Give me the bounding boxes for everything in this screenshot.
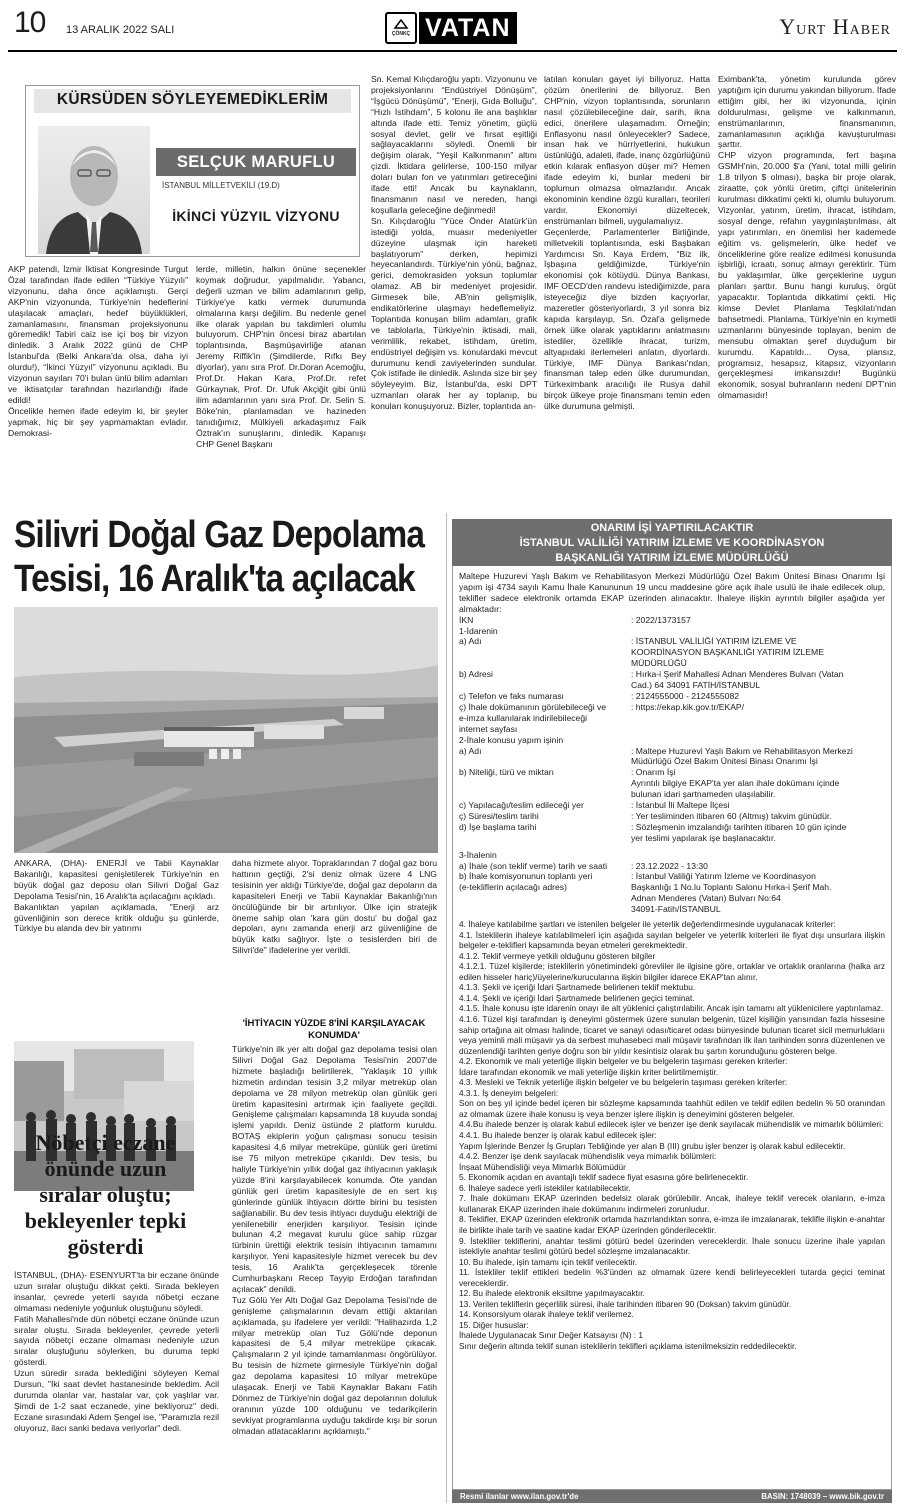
author-name: SELÇUK MARUFLU — [156, 148, 356, 176]
section-word-2: ABER — [849, 23, 891, 38]
gas-story-text-1: ANKARA, (DHA)- ENERJİ ve Tabii Kaynaklar Bakanlığı, kapasitesi genişletilerek Türkiye'nin en büyük doğal gaz deposu olan Silivri Doğal Gaz Depolama Tesisi'nin, 16 Aralık'ta açılacağını açıkladı. Bakanlıktan yapılan açıklamada, "Enerji arz güvenliğinin son derece kritik olduğu şu günlerde, Türkiye bu alanda dev bir yatırımı — [14, 858, 219, 934]
ad-info-key: a) Adı — [459, 636, 482, 647]
pharmacy-story-headline: Nöbetçi eczane önünde uzun sıralar oluştu; bekleyenler tepki gösterdi — [24, 1130, 187, 1259]
ad-info-row — [459, 735, 885, 746]
emblem-text: ÇÖNKÇ — [391, 31, 411, 37]
ad-conditions: 4. İhaleye katılabilme şartları ve istenilen belgeler ile yeterlik değerlendirmesinde uygulanacak kriterler: 4.1. İsteklilerin ihaleye katılabilmeleri için aşağıda sayılan belgeler ve yeterlik kriterleri ile fiyat dışı unsurlara ilişkin belgeler e-teklifleri kapsamında beyan etmeleri gerekmektedir. 4.1.2. Teklif vermeye yetkili olduğunu gösteren bilgiler 4.1.2.1. Tüzel kişilerde; isteklilerin yönetimindeki görevliler ile ilgisine göre, ortaklar ve ortaklık oranlarına (halka arz edilen hisseler hariç)/üyelerine/kurucularına ilişkin bilgiler idarece EKAP'tan alınır. 4.1.3. Şekli ve içeriği İdari Şartnamede belirlenen teklif mektubu. 4.1.4. Şekli ve içeriği İdari Şartnamede belirlenen geçici teminat. 4.1.5. İhale konusu işte idarenin onayı ile alt yüklenici çalıştırılabilir. Ancak işin tamamı alt yüklenicilere yaptırılamaz. 4.1.6. Tüzel kişi tarafından iş deneyimi göstermek üzere sunulan belgenin, tüzel kişiliğin yarısından fazla hissesine sahip ortağına ait olması halinde, ticaret ve sanayi odası/ticaret odası bünyesinde bulunan ticaret sicil memurluklarıı veya yeminli mali müşavir ya da serbest muhasebeci mali müşavir tarafından ilk ilan tarihinden sonra düzenlenen ve düzenlendiği tarihten geriye doğru son bir yıldır kesintisiz olarak bu şartın korunduğunu gösteren belge. 4.2. Ekonomik ve mali yeterliğe ilişkin belgeler ve bu belgelerin taşıması gereken kriterler: İdare tarafından ekonomik ve mali yeterliğe ilişkin kriter belirtilmemiştir. 4.3. Mesleki ve Teknik yeterliğe ilişkin belgeler ve bu belgelerin taşıması gereken kriterler: 4.3.1. İş deneyim belgeleri: Son on beş yıl içinde bedel içeren bir sözleşme kapsamında taahhüt edilen ve teklif edilen bedelin % 50 oranından az olmamak üzere ihale konusu iş veya benzer işlere ilişkin iş deneyimini gösteren belgeler. 4.4.Bu ihalede benzer iş olarak kabul edilecek işler ve benzer işe denk sayılacak mühendislik ve mimarlık bölümleri: 4.4.1. Bu ihalede benzer iş olarak kabul edilecek işler: Yapım İşlerinde Benzer İş Grupları Tebliğinde yer alan B (III) grubu işler benzer iş olarak kabul edilecektir. 4.4.2. Benzer işe denk sayılacak mühendislik veya mimarlık bölümleri: İnşaat Mühendisliği veya Mimarlık Bölümüdür 5. Ekonomik açıdan en avantajlı teklif sadece fiyat esasına göre belirlenecektir. 6. İhaleye sadece yerli istekliler katılabilecektir. 7. İhale dokümanı EKAP üzerinden bedelsiz olarak görülebilir. Ancak, ihaleye teklif verecek olanların, e-imza kullanarak EKAP üzerinden ihale dokümanını indirmeleri zorunludur. 8. Teklifler, EKAP üzerinden elektronik ortamda hazırlandıktan sonra, e-imza ile imzalanarak, teklifle ilişkin e-anahtar ile birlikte ihale tarih ve saatine kadar EKAP üzerinden gönderilecektir. 9. İstekliler tekliflerini, anahtar teslimi götürü bedel üzerinden vereceklerdir. İhale sonucu üzerine ihale yapılan istekliyle anahtar teslimi götürü bedel sözleşme imzalanacaktır. 10. Bu ihalede, işin tamamı için teklif verilecektir. 11. İstekliler teklif ettikleri bedelin %3'ünden az olmamak üzere kendi belirleyecekleri tutarda geçici teminat vereceklerdir. 12. Bu ihalede elektronik eksiltme yapılmayacaktır. 13. Verilen tekliflerin geçerlilik süresi, ihale tarihinden itibaren 90 (Doksan) takvim günüdür. 14. Konsorsiyum olarak ihaleye teklif verilemez. 15. Diğer hususlar: İhalede Uygulanacak Sınır Değer Katsayısı (N) : 1 Sınır değerin altında teklif sunan isteklilerin teklifleri açıklama istenilmeksizin reddedilecektir. — [459, 919, 885, 1351]
ad-info-table-2 — [459, 850, 885, 915]
ad-info-row — [459, 615, 885, 626]
column-subtitle: İKİNCİ YÜZYIL VİZYONU — [172, 208, 340, 224]
column-title: KÜRSÜDEN SÖYLEYEMEDİKLERİM — [56, 91, 329, 108]
ad-info-row — [459, 811, 885, 822]
column-text-1: AKP patendi, İzmir İktisat Kongresinde Turgut Özal tarafından ifade edilen “Türkiye Yüzyılı” vizyonunu, daha önce açıklamıştı. Gerçi AKP'nin vizyonunda, Türkiye'nin hedeflerini ulaşılacak amaçları, hedef büyüklükleri, zamanlamasını, finansman projeksiyonunu göremedik! Tabiri caiz ise içi boş bir vizyon dinledik. 3 Aralık 2022 günü de CHP İstanbul'da (Belki Ankara'da olsa, daha iyi olurdu!), “İkinci Yüzyıl” vizyonunu açıkladı. Bu vizyonun sayıları 70'i bulan ünlü bilim adamları ve iktisatçılar tarafından hazırlandığı ifade edildi! Öncelikle hemen ifade edeyim ki, bir şeyler yapmak, hiç bir şey yapmamaktan evladır. Demokrasi- — [8, 264, 188, 438]
header-rule — [8, 50, 897, 52]
ad-header-line-2: İSTANBUL VALİLİĞİ YATIRIM İZLEME VE KOORDİNASYON — [519, 537, 825, 549]
headline-line-1: Silivri Doğal Gaz Depolama — [14, 514, 425, 556]
ad-info-key: b) Adresi — [459, 669, 493, 680]
newspaper-logo — [385, 11, 517, 45]
ad-info-key: ç) İhale dokümanının görülebileceği ve e-imza kullanılarak indirilebileceği internet sayfası — [459, 701, 607, 734]
emblem-icon — [385, 12, 417, 44]
gas-story-headline — [14, 513, 425, 601]
ad-info-row — [459, 871, 885, 915]
ad-info-key: a) İhale (son teklif verme) tarih ve saati — [459, 860, 608, 871]
ad-footer-right: BASIN: 1748039 – www.bik.gov.tr — [761, 1492, 884, 1501]
ad-info-value: : Sözleşmenin imzalandığı tarihten itibaren 10 gün içinde yer teslimi yapılarak işe başlanacaktır. — [631, 821, 847, 843]
author-position: İSTANBUL MİLLETVEKİLİ (19.D) — [162, 181, 280, 190]
ad-header-line-1: ONARIM İŞİ YAPTIRILACAKTIR — [590, 522, 754, 534]
section-letter-2: H — [832, 14, 850, 39]
ad-info-value — [631, 626, 885, 637]
ad-info-value: : 2124555000 - 2124555082 — [631, 690, 740, 701]
ad-info-value — [631, 735, 885, 746]
ad-info-value: : Hırka-i Şerif Mahallesi Adnan Menderes Bulvarı (Vatan Cad.) 64 34091 FATİH/İSTANBUL — [631, 669, 844, 691]
page-header — [0, 0, 905, 52]
ad-info-value: : İstanbul İli Maltepe İlçesi — [631, 800, 730, 811]
ad-info-row — [459, 702, 885, 735]
ad-info-value: : 23.12.2022 - 13:30 — [631, 860, 708, 871]
ad-info-value: : Maltepe Huzurevi Yaşlı Bakım ve Rehabilitasyon Merkezi Müdürlüğü Özel Bakım Ünitesi Binası Onarımı İşi — [631, 745, 853, 767]
gas-story-text-2b: Türkiye'nin ilk yer altı doğal gaz depolama tesisi olan Silivri Doğal Gaz Depolama Tesisi'nin 2007'de hizmete başladığı belirtilerek, "Yaklaşık 10 yıllık hizmetin ardından tesisin 3,2 milyar metreküp olan depolama ve 28 milyon metreküp olan günlük geri üretim kapasitesini artırmak için faaliyete geçildi. Genişleme çalışmaları kapsamında 18 kuyuda sondaj işlemi yapıldı. Deniz üstünde 2 platform kuruldu. BOTAŞ ekiplerin yoğun çalışması sonucu tesisin kapasitesi 4,6 milyar metreküpe, günlük geri üretimi ise 75 milyon metreküpe çıkarıldı. Dev tesis, bu haliyle Türkiye'nin yıllık doğal gaz ihtiyacının yaklaşık yüzde 8'ini karşılayabilecek konumda. Öte yandan günlük geri üretim kapasitesiyle de en sert kış günlerinde günlük ihtiyacın dörtte birini bu tesisten sağlanabilir. Bu dev tesis ihtiyacı duyduğu elektriği de yenilenebilir enerjiden karşılıyor. Tesisin içinde bulunan 4,2 megavat kurulu güce sahip rüzgar türbinin ürettiği elektrik tesisin ihtiyacının tamamını karşılıyor. Yeni kapasitesiyle hizmet verecek bu dev tesis, 16 Aralık'ta gerçekleşecek törenle Cumhurbaşkanı Recep Tayyip Erdoğan tarafından açılacak" denildi. Tuz Gölü Yer Altı Doğal Gaz Depolama Tesisi'nde de genişleme çalışmalarının devam ettiği aktarılan açıklamada, şu ifadelere yer verildi: "Halihazırda 1,2 milyar metreküp olan Tuz Gölü'nde deponun kapasitesi de 5,4 milyar metreküpe çıkacak. Çalışmaların 2 yıl içinde tamamlanması öngörülüyor. Bu tesisin de hizmete girmesiyle Türkiye'nin doğal gaz depolama kapasitesi 10 milyar metreküpe ulaşacak. Enerji ve Tabii Kaynaklar Bakanı Fatih Dönmez de Türkiye'nin doğal gaz depolarının doluluk oranının yüzde 100 olduğunu ve tedarikçilerin sevkiyat programlarına uyduğu takdirde kışı bir sorun olmadan atlatacaklarını açıklamıştı." — [232, 1044, 437, 1436]
ad-info-key: ç) Süresi/teslim tarihi — [459, 810, 539, 821]
ad-info-key: b) Niteliği, türü ve miktarı — [459, 767, 555, 778]
ad-info-row — [459, 861, 885, 872]
ad-info-value: : https://ekap.kik.gov.tr/EKAP/ — [631, 701, 745, 712]
gas-story-text-2a: daha hizmete alıyor. Topraklarından 7 doğal gaz boru hattının geçtiği, 2'si deniz olmak üzere 4 LNG tesisinin yer aldığı Türkiye'de, doğal gaz depoların da kapasiteleri Enerji ve Tabii Kaynaklar Bakanlığı'nın öncülüğünde bir bir artırılıyor. Ülke için stratejik öneme sahip olan 'kara gün dostu' bu doğal gaz depoları, aynı zamanda enerji arz güvenliğine de büyük katkı sağlıyor. İşte o tesislerden biri de Silivri'de" ifadelerine yer verildi. — [232, 858, 437, 956]
tender-ad-header — [452, 519, 892, 566]
ad-info-key: 2-İhale konusu yapım işinin — [459, 734, 564, 745]
ad-info-key: 3-İhalenin — [459, 849, 497, 860]
ad-info-value: : İSTANBUL VALİLİĞİ YATIRIM İZLEME VE KOORDİNASYON BAŞKANLIĞI YATIRIM İZLEME MÜDÜRLÜĞÜ — [631, 636, 824, 669]
ad-info-row — [459, 636, 885, 669]
section-title — [779, 14, 891, 40]
column-text-3: Sn. Kemal Kılıçdaroğlu yaptı. Vizyonunu ve projeksiyonlarını “Endüstriyel Dönüşüm”, “İşgücü Dönüşümü”, “Enerji, Gıda Bolluğu”, “Hızlı İstihdam”, 5 kolonu ile ana başlıklar altında ifade etti. Temiz yönetim, güçlü sosyal devlet, gelir ve fırsat eşitliği sağlayacaklarını söyledi. Önemli bir değişim olarak, “Yeşil Kalkınmanın” altını çizdi. İktidara gelirlerse, 100-150 milyar doları bulan fon ve yatırımları getireceğini ifade etti! Ancak bu kaynakların, finansmanın nasıl ve nereden, hangi koşullarla geleceğine değinmedi! Sn. Kılıçdaroğlu “Yüce Önder Atatürk'ün istediği yolda, muasır medeniyetler düzeyine ulaşmak için hareketi başlatıyorum” derken, hepimizi heyecanlandırdı. Türkiye'nin yönü, bağnaz, gerici, demokrasiden yoksun toplumlar olamaz. AB bir medeniyet projesidir. Girmesek bile, AB'nin gelişmişlik, endikatörlerine ulaşmayı hedeflemeliyiz. Toplantıda konuşan bilim adamları, grafik ve tablolarla, Türkiye'nin iktisadi, mali, verimlilik, rekabet, istihdam, üretim, endüstriyel değişim vs. konulardaki mevcut durumunu kendi zaviyelerinden sundular. Çok istifade ile dinledik. Aslında size bir şey söyleyeyim. Biz, İstanbul'da, eski DPT uzmanları olarak her ay toplanıp, bu konuları konuşuyoruz. Bizler, toplantıda an- — [371, 74, 537, 412]
ad-info-key: İKN — [459, 614, 474, 625]
section-word-1: URT — [796, 23, 827, 38]
issue-date: 13 ARALIK 2022 SALI — [66, 24, 175, 36]
ad-info-value — [631, 850, 885, 861]
ad-info-value: : Yer tesliminden itibaren 60 (Altmış) takvim günüdür. — [631, 810, 832, 821]
ad-info-key: 1-İdarenin — [459, 625, 498, 636]
ad-header-line-3: BAŞKANLIĞI YATIRIM İZLEME MÜDÜRLÜĞÜ — [555, 552, 789, 564]
headline-line-2: Tesisi, 16 Aralık'ta açılacak — [14, 558, 415, 600]
gas-story-subheading: 'İHTİYACIN YÜZDE 8'İNİ KARŞILAYACAK KONUMDA' — [242, 1018, 426, 1041]
author-photo — [38, 126, 150, 254]
ad-info-row — [459, 767, 885, 800]
ad-info-key: a) Adı — [459, 745, 482, 756]
logo-text: VATAN — [419, 12, 517, 44]
page-number: 10 — [14, 6, 46, 39]
ad-info-table-1 — [459, 615, 885, 844]
column-text-5: Eximbank'ta, yönetim kurulunda görev yaptığım için durumu yakından biliyorum. İfade ettiğim gibi, her iki vizyonunda, içinin doldurulması, gelişme ve kalkınmanın, enstrümanlarının, finansmanının, zamanlamasının açıklığa kavuşturulması şarttır. CHP vizyon programında, fert başına GSMH'nin, 20.000 $'a (Yani, total milli gelirin 1.8 trilyon $ olması), başka bir proje olarak, ziraatte, çok yönlü üretim, çiftçi ünitelerinin kurulması dikkatimi çekti ki, olumlu buluyorum. Vizyonlar, yatırım, üretim, ihracat, istihdam, sosyal denge, refahın yaygınlaştırılması, alt yapı yatırımları, en önemlisi her kademede eğitim vs. gelişmelerin, ülke hedef ve önceliklerine göre realize edilmesi konusunda işbirliği, icraatı, sonuç almayı gerektirir. Tüm bu yaklaşımlar, ülke gerçeklerine uygun planları şarttır. Bunu hangi kuruluş, örgüt yapacaktır. Toplantıda dikkatimi çekti. Hiç kimse Devlet Planlama Teşkilatı'ndan bahsetmedi. Planlama, Türkiye'nin en kıymetli uzmanlarını bünyesinde toplayan, benim de mensubu olmaktan şeref duyduğum bir kurumdu. Kapatıldı... Oysa, plansız, programsız, hesapsız, kitapsız, vizyonların gerçekleşmesi imkansızdır! Bugünkü ekonomik, sosyal buhranların nedeni DPT'nin olmamasıdır! — [718, 74, 896, 401]
ad-info-row — [459, 800, 885, 811]
ad-info-row — [459, 822, 885, 844]
ad-info-row — [459, 669, 885, 691]
ad-info-row — [459, 746, 885, 768]
column-text-4: latılan konuları gayet iyi biliyoruz. Hatta çözüm önerilerini de biliyoruz. Ben CHP'nin, vizyon toplantısında, sorunların nasıl çözülebileceğine dair, sarih, ikna edici, önerilere ulaşamadım. Örneğin; Enflasyonu nasıl önleyecekler? Sadece, insan hak ve hürriyetlerini, hukukun üstünlüğü, adaleti, ifade, inanç özgürlüğünü etkin kılarak enflasyon düşer mi? Hemen ifade edeyim ki, bunlar medeni bir toplumun olmazsa olmazlarıdır. Ancak ekonominin kendine özgü kuralları, teorileri vardır. Ekonomiyi düzeltecek, enstrümanları bilmeli, uygulamalıyız. Geçenlerde, Parlamenterler Birliğinde, milletvekili toplantısında, eski Başbakan Yardımcısı Sn. Kaya Erdem, “Biz ilk, İşbaşına geldiğimizde, Türkiye'nin ekonomisi çok kötüydü. Dünya Bankası, IMF OECD'den randevu istediğimizde, para isteyeceğiz diye bizden kaçıyorlar, mazeretler gösteriyorlardı, 3 yıl sonra biz kapıda karşılayıp, Sn. Özal'a gelişmede örnek ülke olarak yaptıklarını anlatmasını istediler, özellikle ihracat, turizm, altyapıdaki ilerlemeleri anlatın, diyorlardı. Türkiye, IMF Dünya Bankası'ndan, finansman talep eden ülke durumundan, Türkeximbank aracılığı ile Rusya dahil birçok ülkeye proje finansmanı temin eden ülke durumuna gelmişti. — [544, 74, 710, 412]
section-letter-1: Y — [779, 14, 797, 39]
column-header-box — [25, 85, 360, 257]
ad-info-value: : 2022/1373157 — [631, 614, 691, 625]
tender-ad-body — [452, 566, 892, 1490]
ad-info-value: : İstanbul Valiliği Yatırım İzleme ve Koordinasyon Başkanlığı 1 No.lu Toplantı Salonu Hırka-i Şerif Mah. Adnan Menderes (Vatan) Bulvarı No:64 34091-Fatih/İSTANBUL — [631, 871, 832, 915]
ad-info-key: d) İşe başlama tarihi — [459, 821, 537, 832]
ad-info-key: c) Yapılacağı/teslim edileceği yer — [459, 800, 584, 811]
ad-footer-left: Resmi ilanlar www.ilan.gov.tr'de — [460, 1492, 579, 1501]
ad-info-row — [459, 691, 885, 702]
ad-footer — [452, 1490, 892, 1503]
ad-info-row — [459, 850, 885, 861]
ad-info-key: c) Telefon ve faks numarası — [459, 690, 564, 701]
column-divider — [446, 513, 447, 1503]
ad-info-value: : Onarım İşi Ayrıntılı bilgiye EKAP'ta yer alan ihale dokümanı içinde bulunan idari şartnameden ulaşılabilir. — [631, 767, 840, 800]
ad-info-key: b) İhale komisyonunun toplantı yeri (e-tekliflerin açılacağı adres) — [459, 871, 593, 893]
ad-intro: Maltepe Huzurevi Yaşlı Bakım ve Rehabilitasyon Merkezi Müdürlüğü Özel Bakım Ünitesi Binası Onarımı İşi yapım işi 4734 sayılı Kamu İhale Kanununun 19 uncu maddesine göre açık ihale usulü ile ihale edilecek olup, teklifler sadece elektronik ortamda EKAP üzerinden alınacaktır. İhaleye ilişkin ayrıntılı bilgiler aşağıda yer almaktadır: — [459, 571, 885, 614]
ad-info-row — [459, 626, 885, 637]
gas-facility-photo — [14, 607, 438, 853]
column-text-2: lerde, milletin, halkın önüne seçenekler koymak doğrudur, yapılmalıdır. Yabancı, değerli uzman ve bilim adamlarının gelip, Türkiye'ye katkı vermek durumunda olmalarına karşı değilim. Bu nedenle genel ilke olarak yapılan bu takdimleri olumlu buluyorum. CHP'nin öncesi biraz abartılan toplantısında, Başmüşavirliğe atanan Jeremy Riffik'in (Şimdilerde, Rıfkı Bey diyorlar), yanı sıra Prof. Dr.Doran Acemoğlu, Prof.Dr. Hakan Kara, Prof.Dr. refet Gürkaynak, Prof. Dr. Ufuk Akçiğit gibi ünlü ilim adamlarının yanı sıra Prof. Dr. Selin S. Böke'nin, planlamadan ve hazineden tanıdığımız, Mülkiyeli arkadaşımız Faik Öztrak'ın sunuşlarını, dinledik. Kapanışı CHP Genel Başkanı — [196, 264, 366, 449]
pharmacy-story-text: İSTANBUL, (DHA)- ESENYURT'ta bir eczane önünde uzun sıralar oluştuğu dikkat çekti. Sırada bekleyen insanlar, çevrede yeterli sayıda nöbetçi eczane olmaması nedeniyle yoğunluk oluştuğunu söyledi. Fatih Mahallesi'nde dün nöbetçi eczane önünde uzun sıralar oluştu. Sırada bekleyenler, çevrede yeterli sayıda nöbetçi eczane olmaması nedeniyle uzun sıralar oluştuğunu söylerken, bu duruma tepki gösterdi. Uzun süredir sırada beklediğini söyleyen Kemal Dursun, "İki saat devlet hastanesinde bekledim. Acil durumda olanlar var, hastalar var, çok yaşlılar var. Şimdi de 1-2 saat eczanede, yine bekliyoruz" dedi. Eczane sırasındaki Adem Şengel ise, "Paramızla rezil oluyoruz, ilacı sanki bedava veriyorlar" dedi. — [14, 1270, 219, 1433]
